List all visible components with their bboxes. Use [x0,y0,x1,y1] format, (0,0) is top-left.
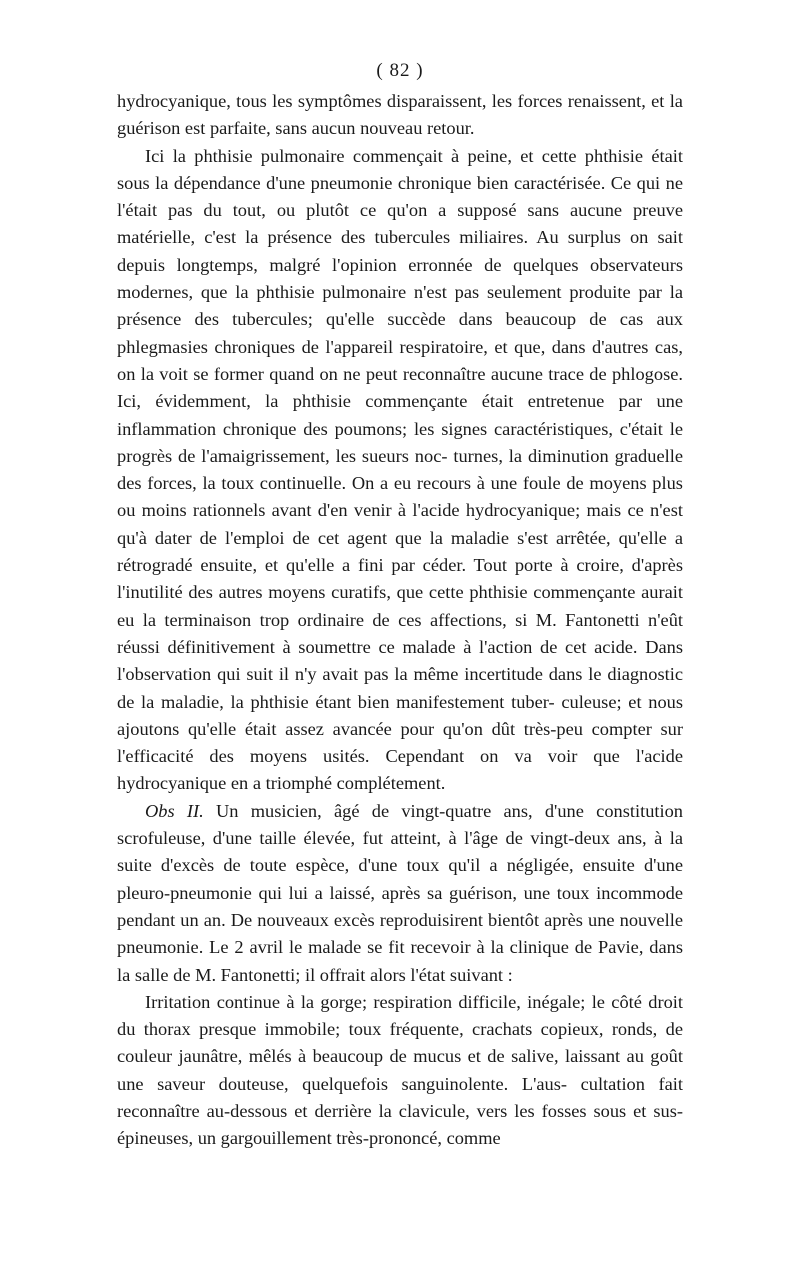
body-text [117,88,683,1153]
text-line: terminaison trop ordinaire de ces affections, si M. Fantonetti n'eût [164,609,683,630]
text-line: ronds, de couleur jaunâtre, mêlés à beaucoup de mucus et de salive, [117,1019,683,1067]
text-line: depuis longtemps, malgré l'opinion erronnée de quelques observateurs [117,254,683,275]
paragraph-2 [117,143,683,798]
text-line: droit du thorax presque immobile; toux fréquente, crachats copieux, [117,991,683,1040]
paragraph-1 [117,88,683,143]
text-line: réussi définitivement à soumettre ce malade à l'action de cet acide. [117,636,638,657]
text-line: eu recours à une foule de moyens plus ou moins rationnels avant d'en [117,473,683,521]
text-line: modernes, que la phthisie pulmonaire n'est pas seulement produite [117,282,631,303]
text-line: suivant : [449,964,513,985]
text-line: après une nouvelle pneumonie. Le 2 avril le malade se fit recevoir à la [117,909,683,958]
text-line: laissant au goût une saveur douteuse, quelquefois sanguinolente. L'aus- [117,1046,683,1094]
text-line: ne l'était pas du tout, ou plutôt ce qu'on a supposé sans aucune preuve [117,172,683,221]
text-line: sous la dépendance d'une pneumonie chronique bien caractérisée. Ce qui [117,172,661,193]
text-line: fosses sous et sus-épineuses, un gargouillement très-prononcé, comme [117,1100,683,1149]
text-line: à la suite d'excès de toute espèce, d'une toux qu'il a négligée, ensuite [117,828,683,876]
page-number: ( 82 ) [376,60,424,81]
paragraph-4 [117,989,683,1153]
text-line: Irritation continue à la gorge; respiration difficile, inégale; le côté [145,991,642,1012]
text-line: et la guérison est parfaite, sans aucun nouveau retour. [117,91,683,139]
text-line: Un musicien, âgé de vingt-quatre ans, d'une constitution [216,800,683,821]
text-line: d'autres cas, on la voit se former quand on ne peut reconnaître aucune [117,336,683,384]
text-line: clinique de Pavie, dans la salle de M. Fantonetti; il offrait alors l'état [117,937,683,985]
text-line: culeuse; et nous ajoutons qu'elle était assez avancée pour qu'on dût [117,691,683,739]
observation-label: Obs II. [145,800,204,821]
text-line: trace de phlogose. Ici, évidemment, la phthisie commençante était [117,363,683,412]
text-line: venir à l'acide hydrocyanique; mais ce n'est qu'à dater de l'emploi de [117,500,683,548]
text-line: cultation fait reconnaître au-dessous et derrière la clavicule, vers les [117,1073,684,1121]
text-line: scrofuleuse, d'une taille élevée, fut atteint, à l'âge de vingt-deux ans, [117,828,647,849]
text-line: turnes, la diminution graduelle des forces, la toux continuelle. On a [117,445,683,494]
text-line: cet agent que la maladie s'est arrêtée, qu'elle a rétrogradé ensuite, et [117,527,683,576]
text-line: par la présence des tubercules; qu'elle succède dans beaucoup de cas [117,282,683,330]
text-line: voir que l'acide hydrocyanique en a triomphé complétement. [117,746,683,794]
text-line: autres moyens curatifs, que cette phthisie commençante aurait eu la [117,582,683,630]
text-line: hydrocyanique, tous les symptômes disparaissent, les forces renaissent, [117,91,646,111]
text-line: caractéristiques, c'était le progrès de l'amaigrissement, les sueurs noc- [117,418,683,466]
text-line: le diagnostic de la maladie, la phthisie étant bien manifestement tuber- [117,664,683,712]
text-line: très-peu compter sur l'efficacité des moyens usités. Cependant on va [117,718,683,767]
text-line: incommode pendant un an. De nouveaux excès reproduisirent bientôt [117,882,683,930]
text-line: qu'elle a fini par céder. Tout porte à croire, d'après l'inutilité des [117,555,683,603]
text-line: Ici la phthisie pulmonaire commençait à peine, et cette phthisie était [145,145,683,166]
text-line: d'une pleuro-pneumonie qui lui a laissé, après sa guérison, une toux [117,855,683,903]
paragraph-obs-ii [117,798,683,989]
text-line: aux phlegmasies chroniques de l'appareil respiratoire, et que, dans [117,309,683,357]
text-line: entretenue par une inflammation chronique des poumons; les signes [117,391,683,439]
text-line: Dans l'observation qui suit il n'y avait pas la même incertitude dans [117,636,683,685]
text-line: matérielle, c'est la présence des tubercules miliaires. Au surplus on sait [117,227,683,248]
